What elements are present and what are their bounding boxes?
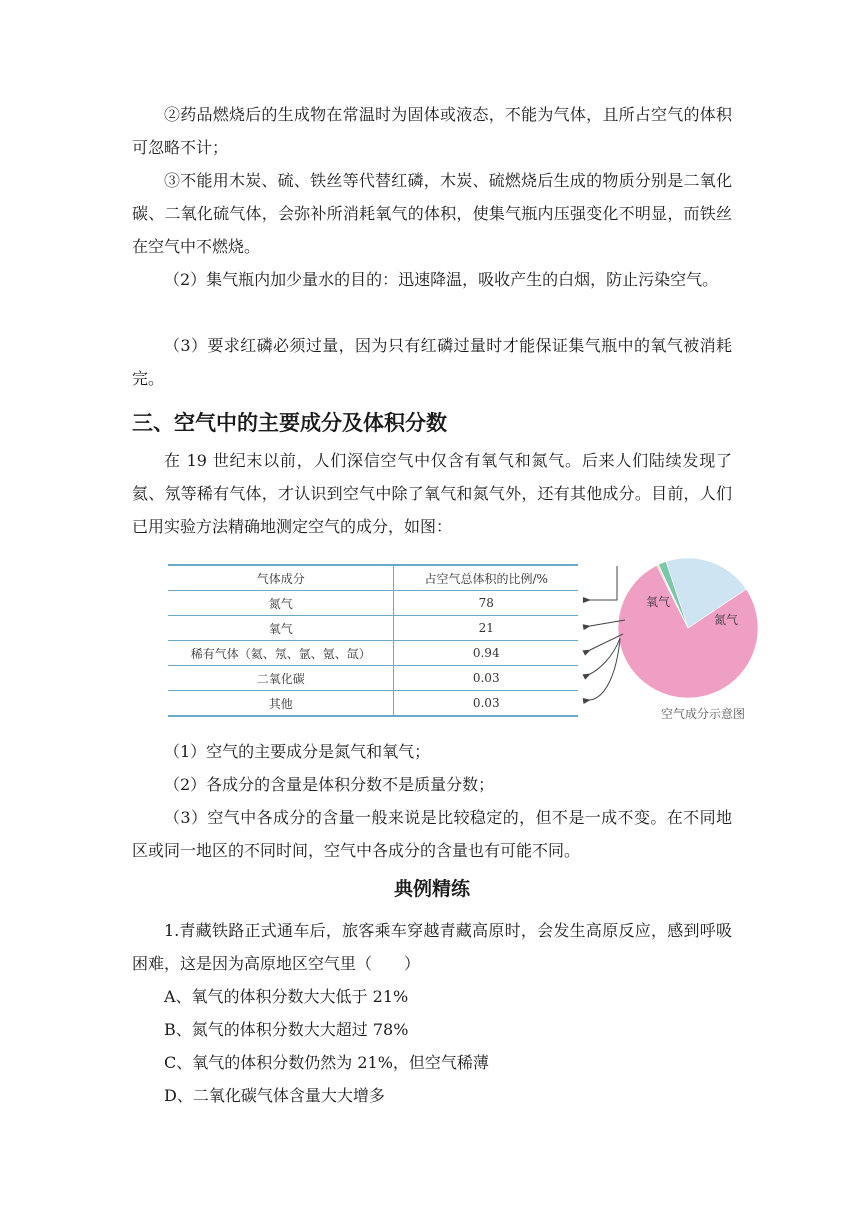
arrow-co2 (590, 638, 620, 674)
paragraph-intro: 在 19 世纪末以前，人们深信空气中仅含有氧气和氮气。后来人们陆续发现了氦、氖等稀有气体，才认识到空气中除了氧气和氮气外，还有其他成分。目前，人们已用实验方法精确地测定空气的成分，如图： (132, 451, 732, 536)
table-cell-gas: 氮气 (168, 591, 394, 616)
question-1-stem: 1.青藏铁路正式通车后，旅客乘车穿越青藏高原时，会发生高原反应，感到呼吸困难，这是因为高原地区空气里（ ） (132, 921, 732, 973)
table-cell-gas: 稀有气体（氦、氖、氩、氪、氙） (168, 641, 394, 666)
question-1-option-d: D、二氧化碳气体含量大大增多 (164, 1086, 385, 1105)
paragraph-excess-phosphorus: （3）要求红磷必须过量，因为只有红磷过量时才能保证集气瓶中的氧气被消耗完。 (132, 336, 732, 388)
section-heading-air-composition: 三、空气中的主要成分及体积分数 (132, 411, 447, 435)
paragraph-water-purpose: （2）集气瓶内加少量水的目的：迅速降温，吸收产生的白烟，防止污染空气。 (164, 270, 719, 289)
note-2: （2）各成分的含量是体积分数不是质量分数； (164, 775, 495, 794)
pie-slices (618, 558, 758, 698)
pie-label-oxygen: 氧气 (646, 595, 671, 609)
paragraph-product-state: ②药品燃烧后的生成物在常温时为固体或液态，不能为气体，且所占空气的体积可忽略不计； (132, 105, 732, 157)
table-cell-ratio: 78 (394, 591, 578, 616)
note-1: （1）空气的主要成分是氮气和氧气； (164, 742, 431, 761)
table-header-gas: 气体成分 (168, 565, 394, 591)
table-cell-ratio: 0.03 (394, 666, 578, 691)
table-header-ratio: 占空气总体积的比例/% (394, 565, 578, 591)
table-cell-gas: 其他 (168, 691, 394, 717)
examples-heading: 典例精练 (393, 878, 470, 900)
table-cell-gas: 二氧化碳 (168, 666, 394, 691)
table-cell-ratio: 0.03 (394, 691, 578, 717)
arrow-nitrogen (590, 566, 617, 600)
paragraph-no-substitute: ③不能用木炭、硫、铁丝等代替红磷，木炭、硫燃烧后生成的物质分别是二氧化碳、二氧化硫气体，会弥补所消耗氧气的体积，使集气瓶内压强变化不明显，而铁丝在空气中不燃烧。 (132, 171, 732, 256)
pie-caption: 空气成分示意图 (660, 707, 745, 721)
table-cell-gas: 氧气 (168, 616, 394, 641)
question-1-option-a: A、氧气的体积分数大大低于 21% (164, 987, 409, 1006)
table-cell-ratio: 0.94 (394, 641, 578, 666)
question-1-option-c: C、氧气的体积分数仍然为 21%，但空气稀薄 (164, 1053, 489, 1072)
question-1-option-b: B、氮气的体积分数大大超过 78% (164, 1020, 409, 1039)
pie-chart-and-arrows (168, 558, 760, 728)
pie-label-nitrogen: 氮气 (714, 613, 739, 627)
table-cell-ratio: 21 (394, 616, 578, 641)
note-3: （3）空气中各成分的含量一般来说是比较稳定的，但不是一成不变。在不同地区或同一地区的不同时间，空气中各成分的含量也有可能不同。 (132, 808, 732, 860)
air-composition-figure (168, 558, 760, 728)
